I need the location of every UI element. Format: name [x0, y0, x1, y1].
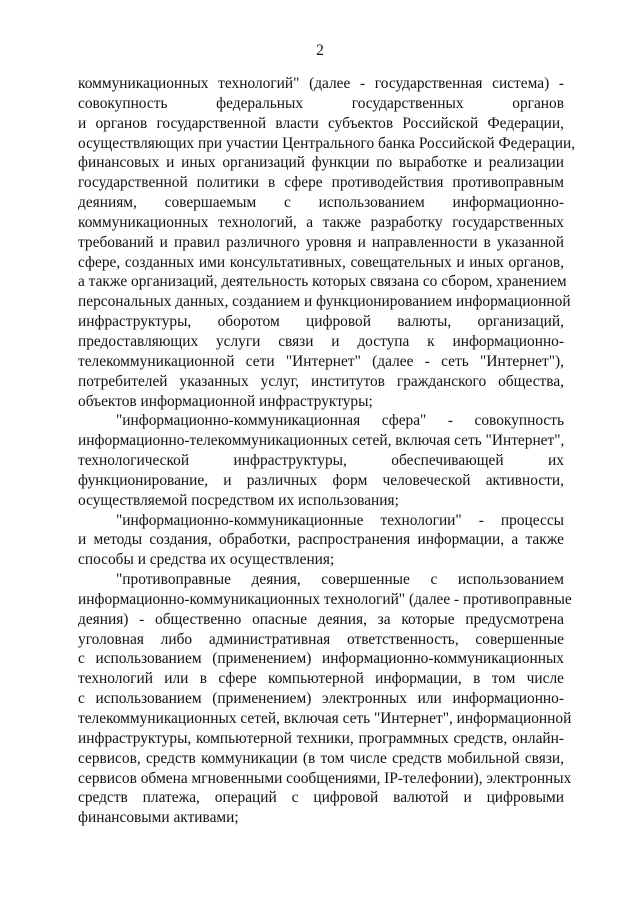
text-line: функционирование, и различных форм человеческой активности,: [78, 471, 564, 489]
text-line: осуществляющих при участии Центрального банка Российской Федерации,: [78, 134, 576, 152]
text-line: и органов государственной власти субъектов Российской Федерации,: [78, 114, 564, 132]
text-line: деяниям, совершаемым с использованием информационно-: [78, 194, 564, 212]
text-line: сфере, созданных ими консультативных, совещательных и иных органов,: [78, 253, 564, 271]
text-line: потребителей указанных услуг, институтов гражданского общества,: [78, 372, 564, 390]
text-line: финансовыми активами;: [78, 809, 239, 827]
paragraph: [78, 570, 572, 828]
text-line: и методы создания, обработки, распространения информации, а также: [78, 531, 564, 549]
text-line: способы и средства их осуществления;: [78, 551, 335, 569]
text-line: а также организаций, деятельность которых связана со сбором, хранением: [78, 273, 567, 291]
text-line: коммуникационных технологий" (далее - государственная система) -: [78, 75, 564, 92]
text-line: сервисов обмена мгновенными сообщениями, IP-телефонии), электронных: [78, 769, 572, 787]
text-line: с использованием (применением) информационно-коммуникационных: [78, 650, 564, 668]
text-line: государственной политики в сфере противодействия противоправным: [78, 174, 564, 192]
text-line: сервисов, средств коммуникации (в том числе средств мобильной связи,: [78, 749, 564, 767]
paragraph: [78, 74, 576, 411]
text-line: объектов информационной инфраструктуры;: [78, 392, 373, 410]
text-line: "противоправные деяния, совершенные с использованием: [116, 571, 564, 589]
text-line: телекоммуникационных сетей, включая сеть "Интернет", информационной: [78, 710, 572, 727]
text-line: уголовная либо административная ответственность, совершенные: [78, 630, 564, 648]
text-line: инфраструктуры, компьютерной техники, программных средств, онлайн-: [78, 729, 564, 747]
text-line: инфраструктуры, оборотом цифровой валюты, организаций,: [78, 313, 564, 331]
page-number: 2: [316, 42, 324, 59]
text-line: "информационно-коммуникационная сфера" - совокупность: [116, 412, 564, 430]
text-line: информационно-коммуникационных технологий" (далее - противоправные: [78, 590, 572, 608]
text-line: осуществляемой посредством их использования;: [78, 491, 399, 509]
text-line: деяния) - общественно опасные деяния, за которые предусмотрена: [78, 610, 564, 628]
text-line: коммуникационных технологий, а также разработку государственных: [78, 213, 564, 231]
text-line: телекоммуникационной сети "Интернет" (далее - сеть "Интернет"),: [78, 352, 564, 370]
text-line: с использованием (применением) электронных или информационно-: [78, 690, 564, 708]
text-line: технологической инфраструктуры, обеспечивающей их: [78, 452, 564, 470]
paragraph: [78, 511, 564, 571]
text-line: "информационно-коммуникационные технологии" - процессы: [116, 511, 564, 529]
text-line: персональных данных, созданием и функционированием информационной: [78, 293, 571, 311]
text-line: финансовых и иных организаций функции по выработке и реализации: [78, 154, 564, 172]
text-line: требований и правил различного уровня и направленности в указанной: [78, 233, 564, 251]
text-line: информационно-телекоммуникационных сетей, включая сеть "Интернет",: [78, 432, 565, 450]
text-line: средств платежа, операций с цифровой валютой и цифровыми: [78, 789, 564, 807]
text-line: предоставляющих услуги связи и доступа к информационно-: [78, 332, 564, 350]
text-line: совокупность федеральных государственных органов: [78, 94, 564, 112]
paragraph: [78, 411, 564, 510]
document-body: [78, 74, 576, 828]
text-line: технологий или в сфере компьютерной информации, в том числе: [78, 670, 564, 688]
